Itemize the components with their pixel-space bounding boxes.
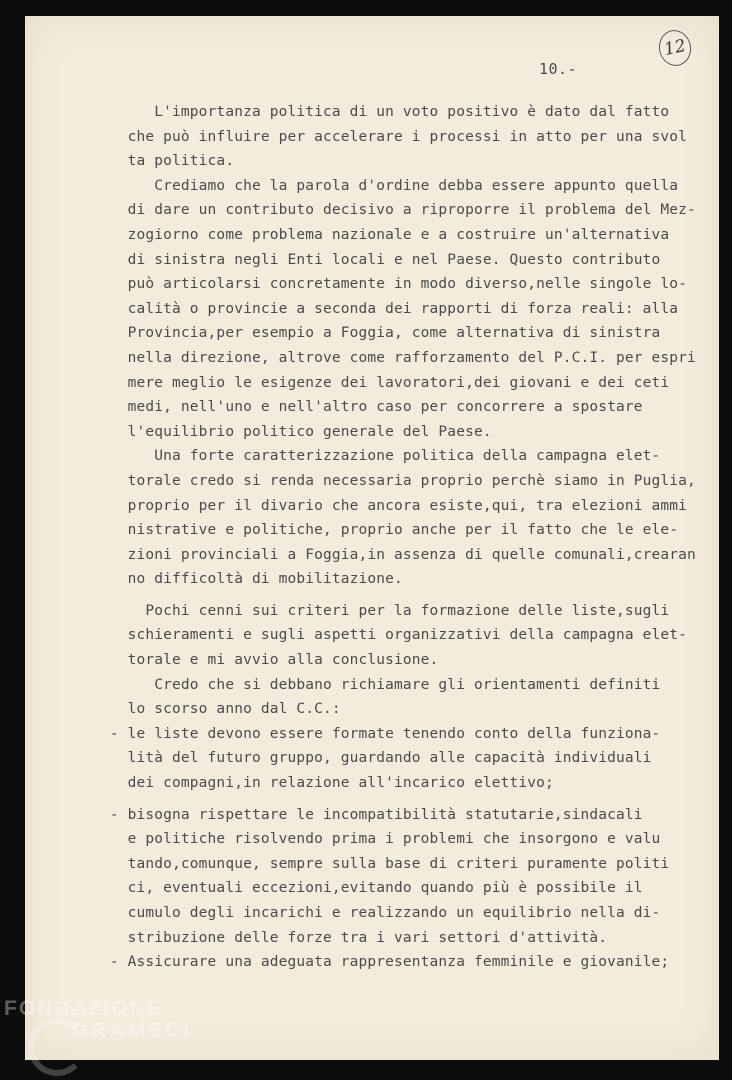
text-line: calità o provincie a seconda dei rapporti di forza reali: alla — [101, 300, 679, 317]
text-line: cumulo degli incarichi e realizzando un equilibrio nella di- — [101, 905, 661, 921]
text-line: dei compagni,in relazione all'incarico elettivo; — [101, 775, 554, 792]
text-line: ta politica. — [101, 153, 235, 170]
text-line: medi, nell'uno e nell'altro caso per concorrere a spostare — [101, 399, 643, 416]
text-line: ci, eventuali eccezioni,evitando quando più è possibile il — [101, 880, 643, 897]
folio-stamp — [656, 27, 695, 69]
paragraph-gap — [101, 592, 701, 599]
page-number: 10.- — [539, 60, 578, 78]
text-line: mere meglio le esigenze dei lavoratori,dei giovani e dei ceti — [101, 374, 670, 391]
text-line: di dare un contributo decisivo a riproporre il problema del Mez- — [101, 202, 696, 219]
text-line: Pochi cenni sui criteri per la formazione delle liste,sugli — [101, 602, 670, 619]
text-line: - Assicurare una adeguata rappresentanza femminile e giovanile; — [101, 954, 670, 971]
text-line: - bisogna rispettare le incompatibilità statutarie,sindacali — [101, 806, 643, 823]
text-line: stribuzione delle forze tra i vari settori d'attività. — [101, 929, 608, 946]
text-line: nella direzione, altrove come rafforzamento del P.C.I. per espri — [101, 349, 696, 366]
text-line: che può influire per accelerare i processi in atto per una svol — [101, 128, 688, 145]
text-line: nistrative e politiche, proprio anche per il fatto che le ele- — [101, 522, 679, 539]
folio-number: 12 — [662, 35, 688, 61]
text-line: - le liste devono essere formate tenendo conto della funziona- — [101, 725, 661, 742]
text-line: Una forte caratterizzazione politica della campagna elet- — [101, 448, 661, 465]
text-line: lità del futuro gruppo, guardando alle capacità individuali — [101, 750, 652, 767]
paragraph-gap — [101, 796, 701, 803]
typewritten-body — [101, 100, 701, 975]
text-line: tando,comunque, sempre sulla base di criteri puramente politi — [101, 855, 670, 872]
document-page — [25, 16, 719, 1060]
text-line: schieramenti e sugli aspetti organizzativi della campagna elet- — [101, 627, 688, 644]
text-line: l'equilibrio politico generale del Paese. — [101, 423, 492, 440]
watermark-line2: GRAMSCI — [72, 1019, 193, 1042]
watermark — [4, 998, 192, 1042]
text-line: Provincia,per esempio a Foggia, come alternativa di sinistra — [101, 325, 661, 342]
text-line: può articolarsi concretamente in modo diverso,nelle singole lo- — [101, 276, 688, 293]
text-line: no difficoltà di mobilitazione. — [101, 571, 403, 588]
text-line: Crediamo che la parola d'ordine debba essere appunto quella — [101, 177, 679, 194]
text-line: torale e mi avvio alla conclusione. — [101, 652, 439, 669]
text-line: proprio per il divario che ancora esiste,qui, tra elezioni ammi — [101, 497, 688, 514]
watermark-line1: FONDAZIONE — [4, 997, 163, 1020]
text-line: torale credo si renda necessaria proprio perchè siamo in Puglia, — [101, 472, 696, 489]
text-line: Credo che si debbano richiamare gli orientamenti definiti — [101, 676, 661, 693]
text-line: L'importanza politica di un voto positivo è dato dal fatto — [101, 104, 670, 120]
text-line: di sinistra negli Enti locali e nel Paese. Questo contributo — [101, 251, 661, 268]
text-line: e politiche risolvendo prima i problemi che insorgono e valu — [101, 831, 661, 848]
text-line: lo scorso anno dal C.C.: — [101, 701, 341, 718]
text-line: zogiorno come problema nazionale e a costruire un'alternativa — [101, 226, 670, 243]
text-line: zioni provinciali a Foggia,in assenza di quelle comunali,crearan — [101, 546, 696, 563]
